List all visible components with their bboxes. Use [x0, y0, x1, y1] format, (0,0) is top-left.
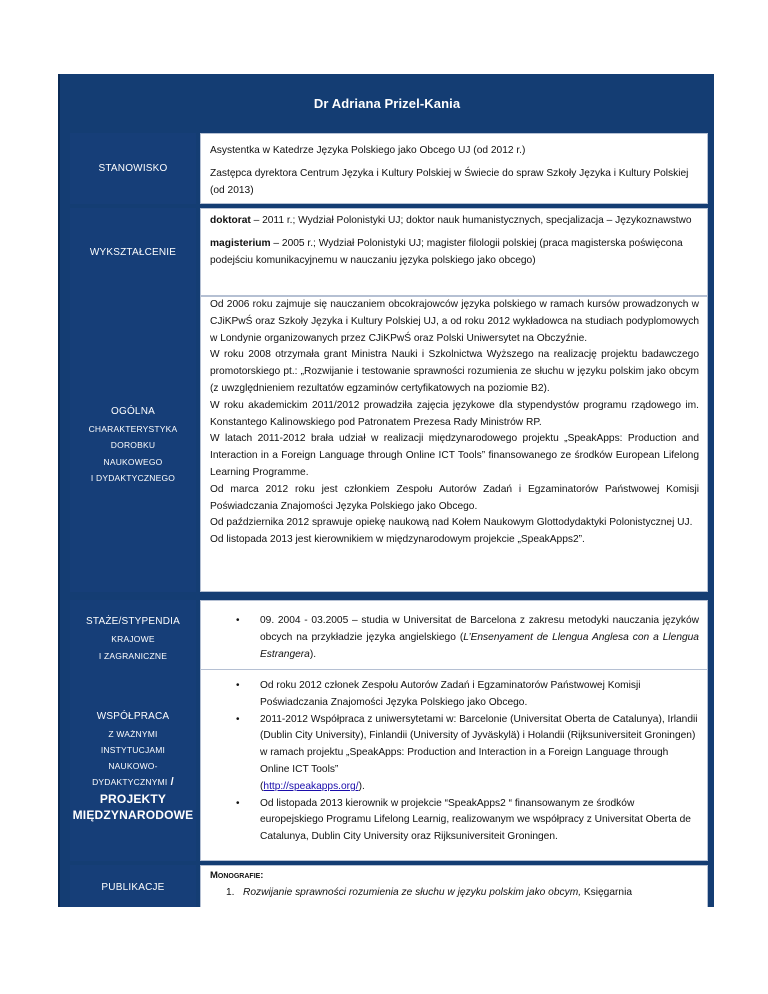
label-line: INSTYTUCJAMI: [100, 745, 166, 756]
content-wyksztalcenie: [200, 208, 708, 296]
paragraph: W roku akademickim 2011/2012 prowadziła zajęcia językowe dla stypendystów programu rządowego im. Konstantego Kalinowskiego pod Patronatem Prezesa Rady Ministrów RP.: [210, 399, 699, 428]
paragraph: Od 2006 roku zajmuje się nauczaniem obcokrajowców języka polskiego w ramach kursów prowadzonych w CJiKPwŚ oraz Szkoły Języka i Kultury Polskiej UJ, a od roku 2012 wykładowca na studiach podyplomowych w Londynie organizowanych przez CJiKPwŚ oraz Polski Uniwersytet na Obczyźnie.: [210, 299, 699, 344]
label-line: I ZAGRANICZNE: [98, 650, 168, 661]
item-text: Od roku 2012 członek Zespołu Autorów Zadań i Egzaminatorów Państwowej Komisji Poświadczania Znajomości Języka Polskiego jako Obcego.: [260, 680, 641, 708]
paragraph: Od listopada 2013 jest kierownikiem w międzynarodowym projekcie „SpeakApps2”.: [210, 534, 585, 546]
label-text: STANOWISKO: [98, 163, 168, 174]
item-end: ).: [309, 648, 317, 660]
list-item: [260, 796, 699, 846]
section-stanowisko: [60, 133, 714, 204]
label-big: MIĘDZYNARODOWE: [72, 807, 194, 822]
label-line: OGÓLNA: [111, 406, 155, 418]
label-line: STAŻE/STYPENDIA: [86, 616, 180, 628]
page-title: Dr Adriana Prizel-Kania: [313, 96, 461, 111]
item-italic: L’Ensenyament de Llengua Anglesa con a Llengua Estrangera: [260, 631, 699, 660]
education-master: [210, 236, 699, 270]
publication-item: [210, 885, 699, 902]
list-item: [260, 712, 699, 796]
label-staze: [70, 600, 196, 676]
item-text: 2011-2012 Współpraca z uniwersytetami w: Barcelonie (Universitat Oberta de Catalunya), Irlandii (Dublin City University), Finlandii (University of Jyväskylä) i Holandii (Rijksuniversiteit Groningen) w ramach projektu „SpeakApps: Production and Interaction in a Foreign Language through Online ICT Tools”: [260, 713, 698, 775]
section-wspolpraca: [60, 669, 714, 861]
paragraph: W roku 2008 otrzymała grant Ministra Nauki i Szkolnictwa Wyższego na realizację projektu badawczego promotorskiego pt.: „Rozwijanie i testowanie sprawności rozumienia ze słuchu w języku polskim jako obcym (z uwzględnieniem rezultatów egzaminów certyfikatowych na poziomie B2).: [210, 349, 699, 394]
link-paren: ).: [358, 780, 365, 792]
section-publikacje: [60, 865, 714, 907]
content-ogolna-charakterystyka: [200, 296, 708, 592]
publication-publisher: Księgarnia: [581, 886, 632, 898]
label-publikacje: [70, 865, 196, 907]
degree-detail: – 2011 r.; Wydział Polonistyki UJ; doktor nauk humanistycznych, specjalizacja – Językoznawstwo: [250, 215, 692, 226]
label-line: DOROBKU: [110, 440, 156, 451]
section-staze: [60, 600, 714, 676]
degree-name: magisterium: [210, 237, 271, 249]
paragraph: Od października 2012 sprawuje opiekę naukową nad Kołem Naukowym Glottodydaktyki Polonistycznej UJ.: [210, 517, 693, 529]
education-doctorate: [210, 213, 699, 230]
item-number: 1.: [226, 886, 235, 898]
degree-detail: – 2005 r.; Wydział Polonistyki UJ; magister filologii polskiej (praca magisterska poświęcona podejściu komunikacyjnemu w nauczaniu języka polskiego jako obcego): [210, 237, 683, 266]
label-text: WYKSZTAŁCENIE: [89, 246, 177, 258]
paragraph: W latach 2011-2012 brała udział w realizacji międzynarodowego projektu „SpeakApps: Production and Interaction in a Foreign Language through Online ICT Tools” finansowanego ze środków European Lifelong Learning Programme.: [210, 433, 699, 478]
position-line-1: Asystentka w Katedrze Języka Polskiego jako Obcego UJ (od 2012 r.): [210, 145, 526, 156]
degree-name: doktorat: [210, 215, 251, 226]
paragraph: Od marca 2012 roku jest członkiem Zespołu Autorów Zadań i Egzaminatorów Państwowej Komisji Poświadczania Znajomości Języka Polskiego jako Obcego.: [210, 483, 699, 512]
label-wyksztalcenie: [70, 208, 196, 296]
content-publikacje: [200, 865, 708, 907]
list-item: [260, 613, 699, 663]
cooperation-list: [210, 678, 699, 846]
position-line-2: Zastępca dyrektora Centrum Języka i Kultury Polskiej w Świecie do spraw Szkoły Języka i Kultury Polskiej (od 2013): [210, 167, 689, 196]
label-line: [92, 774, 174, 790]
label-line: NAUKOWEGO: [103, 456, 163, 467]
label-stanowisko: [70, 133, 196, 204]
label-line: KRAJOWE: [111, 634, 155, 645]
speakapps-link[interactable]: http://speakapps.org/: [263, 780, 359, 792]
item-text: 09. 2004 - 03.2005 – studia w Universitat de Barcelona z zakresu metodyki nauczania języków obcych na przykładzie języka angielskiego (: [260, 615, 699, 643]
label-line: Z WAŻNYMI: [108, 729, 158, 740]
label-ogolna-charakterystyka: [70, 296, 196, 592]
label-line: CHARAKTERYSTYKA: [88, 424, 178, 435]
publications-heading: Monografie:: [210, 870, 264, 881]
section-wyksztalcenie: [60, 208, 714, 296]
label-line: I DYDAKTYCZNEGO: [90, 472, 176, 483]
label-wspolpraca: [70, 669, 196, 861]
content-wspolpraca: [200, 669, 708, 861]
cv-frame: [58, 74, 714, 907]
list-item: [260, 678, 699, 712]
content-stanowisko: [200, 133, 708, 204]
section-ogolna-charakterystyka: [60, 292, 714, 592]
label-line: NAUKOWO-: [108, 761, 158, 772]
item-text: Od listopada 2013 kierownik w projekcie “SpeakApps2 “ finansowanym ze środków europejskiego Programu Lifelong Learnig, realizowanym we współpracy z Universitat Oberta de Catalunya, Dublin City University oraz Rijksuniversiteit Groningen.: [260, 797, 691, 843]
link-paren: (: [260, 780, 264, 792]
label-text: PUBLIKACJE: [101, 881, 165, 893]
content-staze: [200, 600, 708, 676]
label-slash: /: [167, 776, 174, 789]
label-line-text: DYDAKTYCZNYMI: [92, 777, 168, 788]
label-big: PROJEKTY: [99, 791, 167, 806]
internship-list: [210, 613, 699, 663]
publication-title: Rozwijanie sprawności rozumienia ze słuchu w języku polskim jako obcym,: [243, 886, 582, 898]
label-line: WSPÓŁPRACA: [96, 711, 170, 723]
